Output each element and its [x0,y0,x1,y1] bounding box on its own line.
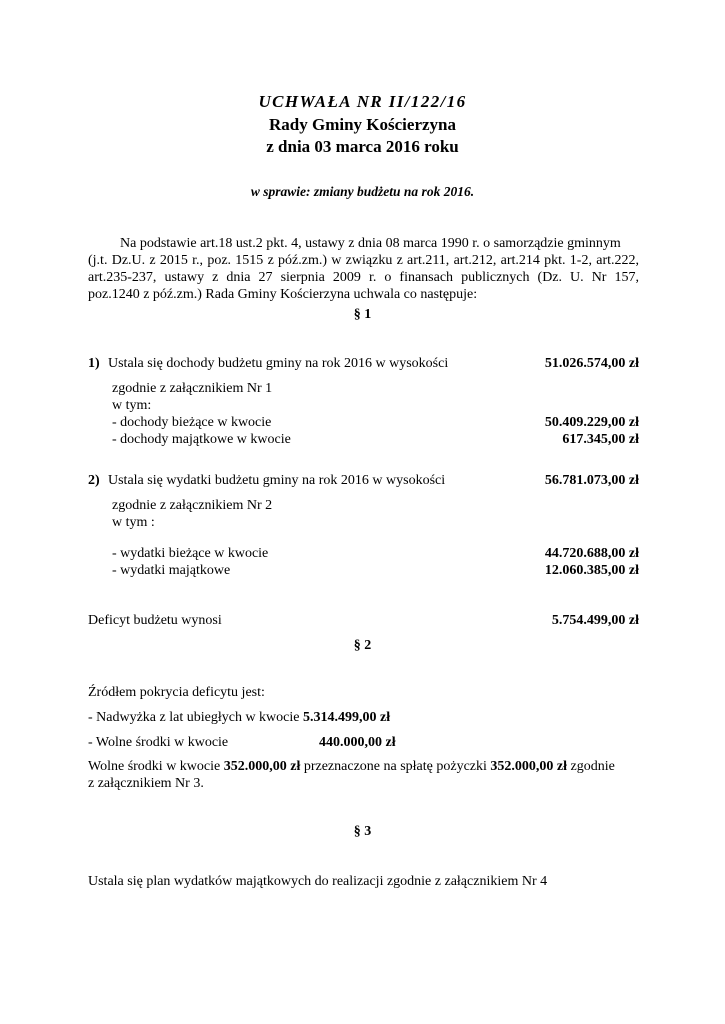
section-3-text: Ustala się plan wydatków majątkowych do realizacji zgodnie z załącznikiem Nr 4 [88,874,548,889]
preamble-paragraph [88,235,639,303]
repayment-note-line-1 [88,758,615,775]
section-3-heading: § 3 [353,824,372,839]
surplus-amount: 5.314.499,00 zł [302,710,391,725]
deficit-source-intro: Źródłem pokrycia deficytu jest: [88,685,265,700]
item-2-number: 2) [88,473,100,488]
item-2-annex: zgodnie z załącznikiem Nr 2 [112,498,273,513]
item-2-in-which: w tym : [112,515,155,530]
item-1-capital-label: - dochody majątkowe w kwocie [112,432,291,447]
item-2-amount: 56.781.073,00 zł [544,473,639,488]
item-1-current-amount: 50.409.229,00 zł [544,415,639,430]
section-1-heading: § 1 [353,307,372,322]
item-1-number: 1) [88,356,100,371]
repayment-note-amount-1: 352.000,00 zł [223,759,301,774]
free-funds-label: - Wolne środki w kwocie [88,735,229,750]
deficit-label: Deficyt budżetu wynosi [88,613,222,628]
item-2-capital-amount: 12.060.385,00 zł [544,563,639,578]
item-1-in-which: w tym: [112,398,152,413]
preamble-line: (j.t. Dz.U. z 2015 r., poz. 1515 z póź.zm.) w związku z art.211, art.212, art.214 pkt. 1-2, art.222, [88,253,639,268]
preamble-line: art.235-237, ustawy z dnia 27 sierpnia 2009 r. o finansach publicznych (Dz. U. Nr 157, [88,270,639,285]
preamble-line: Na podstawie art.18 ust.2 pkt. 4, ustawy z dnia 08 marca 1990 r. o samorządzie gminnym [120,236,621,251]
preamble-line: poz.1240 z póź.zm.) Rada Gminy Kościerzyna uchwala co następuje: [88,287,478,302]
section-2-heading: § 2 [353,638,372,653]
item-2-current-label: - wydatki bieżące w kwocie [112,546,269,561]
deficit-amount: 5.754.499,00 zł [551,613,639,628]
resolution-subject: w sprawie: zmiany budżetu na rok 2016. [250,184,475,199]
item-2-current-amount: 44.720.688,00 zł [544,546,639,561]
repayment-note-text-2: przeznaczone na spłatę pożyczki [303,759,487,774]
item-1-capital-amount: 617.345,00 zł [562,432,639,447]
item-1-annex: zgodnie z załącznikiem Nr 1 [112,381,273,396]
resolution-title: UCHWAŁA NR II/122/16 [258,92,467,111]
repayment-note-text-1: Wolne środki w kwocie [88,759,221,774]
item-1-amount: 51.026.574,00 zł [544,356,639,371]
free-funds-amount: 440.000,00 zł [319,735,396,750]
surplus-line [88,709,390,726]
surplus-label: - Nadwyżka z lat ubiegłych w kwocie [88,710,300,725]
repayment-note-amount-2: 352.000,00 zł [490,759,568,774]
repayment-note-line-2: z załącznikiem Nr 3. [88,776,204,791]
item-2-capital-label: - wydatki majątkowe [112,563,231,578]
item-1-text: Ustala się dochody budżetu gminy na rok 2016 w wysokości [108,356,449,371]
item-1-current-label: - dochody bieżące w kwocie [112,415,272,430]
item-2-text: Ustala się wydatki budżetu gminy na rok 2016 w wysokości [108,473,446,488]
council-name: Rady Gminy Kościerzyna [269,115,456,134]
repayment-note-text-3: zgodnie [570,759,615,774]
resolution-date: z dnia 03 marca 2016 roku [266,137,459,156]
